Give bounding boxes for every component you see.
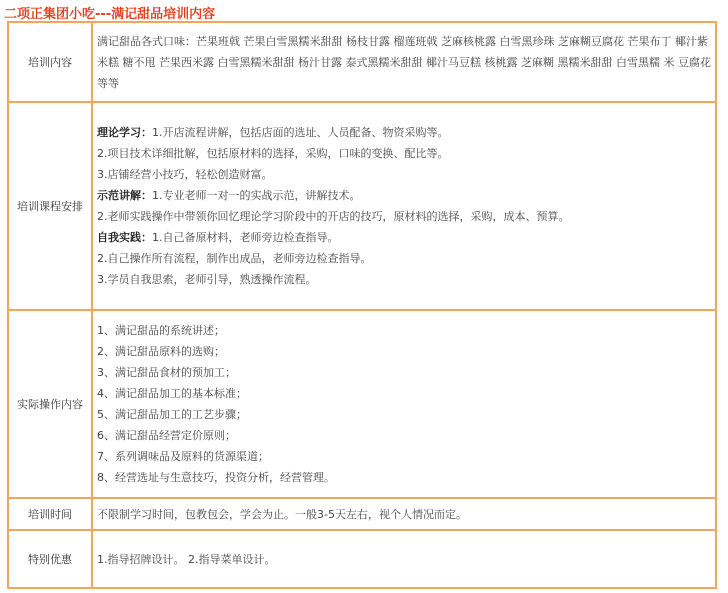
course-section-heading: 自我实践：	[97, 231, 152, 244]
list-item: 7、系列调味品及原料的货源渠道；	[97, 450, 269, 463]
course-item: 3.学员自我思索，老师引导，熟透操作流程。	[97, 273, 317, 286]
table-row	[8, 310, 716, 498]
table-row	[8, 498, 716, 530]
course-item: 2.自己操作所有流程，制作出成品，老师旁边检查指导。	[97, 252, 372, 265]
course-line	[97, 185, 711, 206]
course-line	[97, 227, 711, 248]
list-item: 4、满记甜品加工的基本标准；	[97, 387, 247, 400]
list-item: 1、满记甜品的系统讲述；	[97, 324, 225, 337]
list-item: 3、满记甜品食材的预加工；	[97, 366, 236, 379]
special-offer-text: 1.指导招牌设计。 2.指导菜单设计。	[97, 552, 276, 566]
list-item: 2、满记甜品原料的选购；	[97, 345, 225, 358]
course-line	[97, 122, 711, 143]
row-label: 实际操作内容	[8, 310, 92, 498]
row-label: 培训课程安排	[8, 102, 92, 310]
row-label: 培训时间	[8, 498, 92, 530]
table-row	[8, 530, 716, 588]
table-row	[8, 22, 716, 102]
row-label: 培训内容	[8, 22, 92, 102]
row-content	[92, 102, 716, 310]
page-title: 二项正集团小吃---满记甜品培训内容	[4, 7, 216, 22]
list-item: 8、经营选址与生意技巧，投资分析，经营管理。	[97, 471, 335, 484]
row-content	[92, 530, 716, 588]
course-item: 2.老师实践操作中带领你回忆理论学习阶段中的开店的技巧，原材料的选择，采购，成本、预算。	[97, 210, 570, 223]
training-time-text: 不限制学习时间，包教包会，学会为止。一般3-5天左右，视个人情况而定。	[97, 507, 467, 521]
course-item: 1.开店流程讲解，包括店面的选址、人员配备、物资采购等。	[152, 126, 449, 139]
row-content	[92, 498, 716, 530]
course-section-heading: 理论学习：	[97, 126, 152, 139]
flavors-text: 满记甜品各式口味：芒果班戟 芒果白雪黑糯米甜甜 杨枝甘露 榴莲班戟 芝麻核桃露 白雪黑珍珠 芝麻糊豆腐花 芒果布丁 椰汁紫米糕 糖不甩 芒果西米露 白雪黑糯米甜甜 杨汁甘露 泰式黑糯米甜甜 椰汁马豆糕 核桃露 芝麻糊 黑糯米甜甜 白雪黑糯 米 豆腐花等等	[97, 34, 711, 90]
row-content	[92, 310, 716, 498]
training-table	[7, 21, 717, 589]
course-item: 2.项目技术详细批解，包括原材料的选择，采购，口味的变换、配比等。	[97, 147, 449, 160]
list-item: 5、满记甜品加工的工艺步骤；	[97, 408, 247, 421]
course-section-heading: 示范讲解：	[97, 189, 152, 202]
course-item: 3.店铺经营小技巧，轻松创造财富。	[97, 168, 273, 181]
table-row	[8, 102, 716, 310]
list-item: 6、满记甜品经营定价原则；	[97, 429, 236, 442]
row-label: 特别优惠	[8, 530, 92, 588]
row-content	[92, 22, 716, 102]
course-item: 1.专业老师一对一的实战示范，讲解技术。	[152, 189, 361, 202]
course-item: 1.自己备原材料，老师旁边检查指导。	[152, 231, 339, 244]
